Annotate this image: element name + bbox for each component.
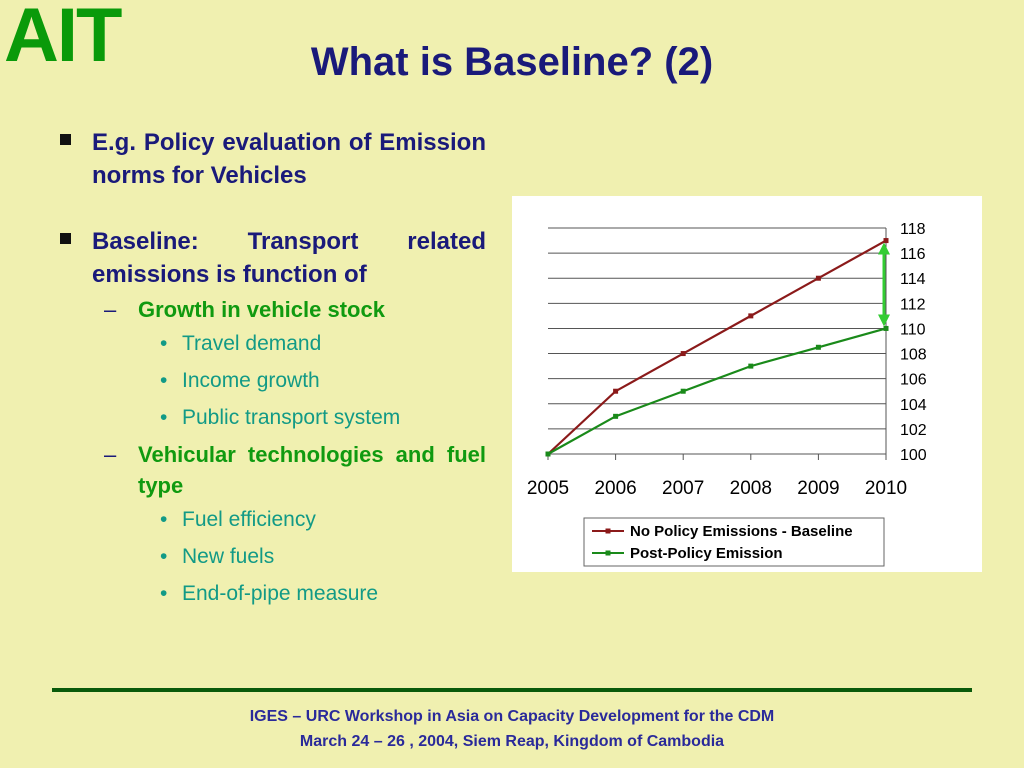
dot-bullet-icon: •: [160, 508, 168, 531]
emission-chart: [512, 196, 982, 572]
dot-bullet-icon: •: [160, 406, 168, 429]
list-item-text: Fuel efficiency: [182, 508, 316, 531]
data-point: [681, 351, 686, 356]
dash-bullet-icon: –: [104, 297, 117, 322]
data-point: [613, 389, 618, 394]
list-item: [56, 501, 486, 538]
bullet-example: [56, 126, 486, 192]
list-item-text: Travel demand: [182, 332, 322, 355]
y-tick-label: 104: [900, 396, 927, 414]
list-item: [56, 399, 486, 436]
data-point: [681, 389, 686, 394]
slide-title: What is Baseline? (2): [310, 40, 714, 84]
series-line: [548, 328, 886, 454]
bullet-baseline: [56, 225, 486, 291]
y-tick-label: 106: [900, 371, 927, 389]
legend-marker: [606, 529, 611, 534]
square-bullet-icon: [60, 134, 71, 145]
x-tick-label: 2006: [594, 478, 637, 499]
footer-divider: [52, 688, 972, 692]
sub-bullet-growth: [56, 294, 486, 325]
y-tick-label: 116: [900, 246, 926, 264]
sub-bullet-growth-text: Growth in vehicle stock: [138, 297, 385, 322]
y-tick-label: 112: [900, 296, 926, 314]
dot-bullet-icon: •: [160, 545, 168, 568]
data-point: [816, 345, 821, 350]
y-tick-label: 114: [900, 271, 926, 289]
list-item: [56, 362, 486, 399]
arrow-head-icon: [878, 314, 890, 326]
dot-bullet-icon: •: [160, 582, 168, 605]
x-tick-label: 2007: [662, 478, 705, 499]
data-point: [884, 326, 889, 331]
data-point: [748, 313, 753, 318]
square-bullet-icon: [60, 233, 71, 244]
list-item: [56, 538, 486, 575]
footer-line-2: March 24 – 26 , 2004, Siem Reap, Kingdom of Cambodia: [299, 733, 725, 750]
y-tick-label: 118: [900, 221, 926, 238]
chart-svg: [512, 196, 982, 572]
legend-label: Post-Policy Emission: [630, 545, 783, 562]
series-line: [548, 241, 886, 454]
sub-bullet-tech: [56, 439, 486, 501]
dot-bullet-icon: •: [160, 369, 168, 392]
list-item-text: End-of-pipe measure: [182, 582, 379, 605]
footer-line-1: IGES – URC Workshop in Asia on Capacity Development for the CDM: [249, 708, 775, 725]
x-tick-label: 2010: [864, 478, 908, 499]
ait-logo: AIT: [4, 0, 121, 78]
bullet-list: [56, 126, 486, 612]
legend-label: No Policy Emissions - Baseline: [630, 523, 853, 540]
list-item-text: Public transport system: [182, 406, 401, 429]
list-item-text: New fuels: [182, 545, 275, 568]
data-point: [884, 238, 889, 243]
x-tick-label: 2005: [526, 478, 570, 499]
x-tick-label: 2009: [797, 478, 840, 499]
bullet-example-text: E.g. Policy evaluation of Emission norms for Vehicles: [92, 129, 486, 189]
dot-bullet-icon: •: [160, 332, 168, 355]
legend-marker: [606, 551, 611, 556]
x-tick-label: 2008: [729, 478, 772, 499]
list-item: [56, 325, 486, 362]
list-item-text: Income growth: [182, 369, 320, 392]
y-tick-label: 108: [900, 346, 927, 364]
data-point: [748, 364, 753, 369]
data-point: [546, 452, 551, 457]
list-item: [56, 575, 486, 612]
data-point: [613, 414, 618, 419]
data-point: [816, 276, 821, 281]
dash-bullet-icon: –: [104, 442, 117, 467]
y-tick-label: 110: [900, 321, 926, 339]
sub-bullet-tech-text: Vehicular technologies and fuel type: [138, 442, 486, 498]
y-tick-label: 100: [900, 447, 927, 464]
y-tick-label: 102: [900, 421, 927, 439]
bullet-baseline-text: Baseline: Transport related emissions is function of: [92, 228, 486, 288]
